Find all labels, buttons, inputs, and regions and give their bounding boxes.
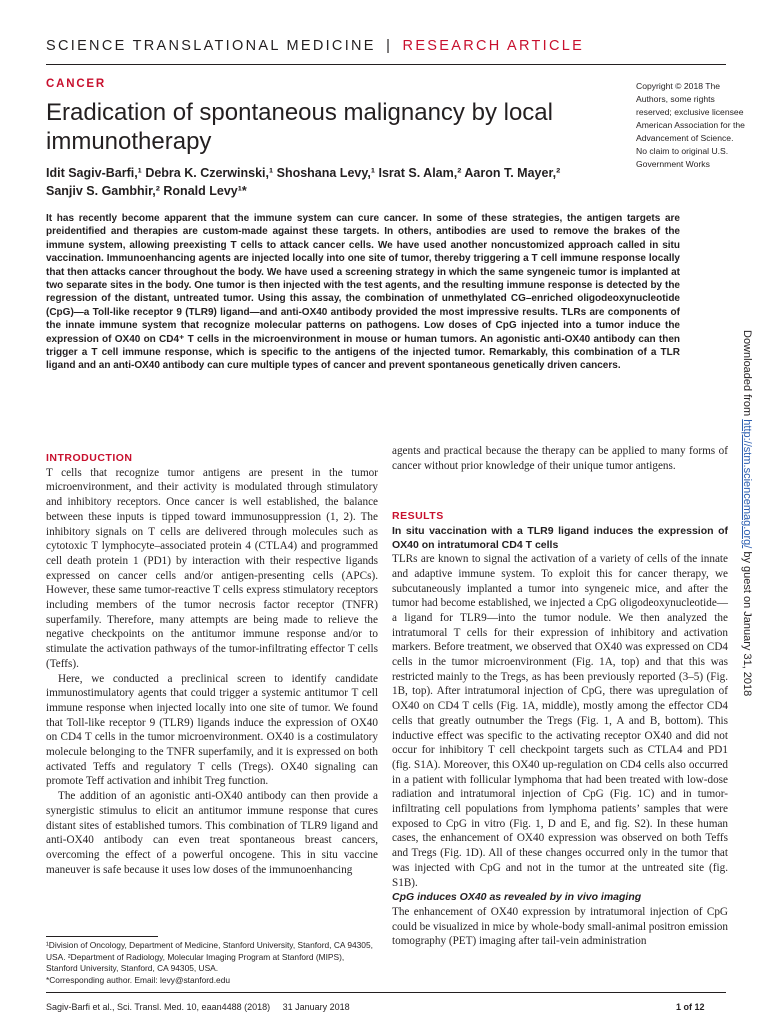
affiliations (46, 940, 376, 986)
paragraph: T cells that recognize tumor antigens are present in the tumor microenvironment, and their activity is modulated through stimulatory and inhibitory receptors. Once cancer is well established, the balance between these inputs is tipped toward immunosuppression (1, 2). The inhibitory signals on T cells are delivered through molecules such as cytotoxic T lymphocyte–associated protein 4 (CTLA4) and programmed cell death protein 1 (PD1) by interaction with their respective ligands expressed on cancer cells and/or antigen-presenting cells (APCs). However, these same tumor-reactive T cells express stimulatory receptors including members of the tumor necrosis factor receptor (TNFR) superfamily. Therefore, many attempts are being made to relieve the negative checkpoints on the antitumor immune response and/or to stimulate the activation pathways of the tumor-infiltrating effector T cells (Teffs). (46, 466, 378, 670)
copyright-notice: Copyright © 2018 The Authors, some rights reserved; exclusive licensee American Association for the Advancement of Science. No claim to original U.S. Government Works (636, 81, 745, 169)
journal-header (46, 38, 726, 54)
introduction-heading: INTRODUCTION (46, 452, 133, 464)
journal-name: SCIENCE TRANSLATIONAL MEDICINE (46, 38, 376, 54)
paragraph: Here, we conducted a preclinical screen to identify candidate immunostimulatory agents that could trigger a systemic antitumor T cell immune response when injected locally into one site of tumor. We found that Toll-like receptor 9 (TLR9) ligands induce the expression of OX40 on CD4 T cells in the tumor microenvironment. OX40 is a costimulatory molecule belonging to the TNFR superfamily, and it is expressed on both activated Teffs and regulatory T cells (Tregs). OX40 signaling can promote Teff activation and inhibit Treg function. (46, 672, 378, 788)
results-subheading: In situ vaccination with a TLR9 ligand induces the expression of OX40 on intratumoral CD4 T cells (392, 525, 728, 552)
paragraph: The enhancement of OX40 expression by intratumoral injection of CpG could be visualized in mice by whole-body small-animal positron emission tomography (PET) imaging after tail-vein administration (392, 905, 728, 948)
abstract: It has recently become apparent that the immune system can cure cancer. In some of these strategies, the antigen targets are preidentified and therapies are custom-made against these targets. In others, antibodies are used to remove the brakes of the immune system, allowing preexisting T cells to attack cancer cells. We have used another noncustomized approach called in situ vaccination. Immunoenhancing agents are injected locally into one site of tumor, thereby triggering a T cell immune response locally that then attacks cancer throughout the body. We have used a screening strategy in which the same syngeneic tumor is implanted at two separate sites in the body. One tumor is then injected with the test agents, and the resulting immune response is detected by the regression of the distant, untreated tumor. Using this assay, the combination of unmethylated CG–enriched oligodeoxynucleotide (CpG)—a Toll-like receptor 9 (TLR9) ligand—and anti-OX40 antibody provided the most impressive results. TLRs are components of the innate immune system that recognize molecular patterns on pathogens. Low doses of CpG injected into a tumor induce the expression of OX40 on CD4⁺ T cells in the microenvironment in mouse or human tumors. An agonistic anti-OX40 antibody can then trigger a T cell immune response, which is specific to the antigens of the injected tumor. Remarkably, this combination of a TLR ligand and an anti-OX40 antibody can cure multiple types of cancer and prevent spontaneous genetically driven cancers. (46, 213, 680, 372)
article-title: Eradication of spontaneous malignancy by local immunotherapy (46, 99, 553, 155)
download-note (740, 330, 756, 697)
left-column (46, 451, 378, 877)
footer-citation: Sagiv-Barfi et al., Sci. Transl. Med. 10, eaan4488 (2018) 31 January 2018 (46, 1002, 350, 1012)
author-line: Sanjiv S. Gambhir,² Ronald Levy¹* (46, 184, 247, 198)
section-tag: CANCER (46, 78, 106, 90)
corresponding-author: *Corresponding author. Email: levy@stanford.edu (46, 974, 231, 985)
paragraph: agents and practical because the therapy can be applied to many forms of cancer without prior knowledge of their unique tumor antigens. (392, 445, 728, 472)
footnote-rule (46, 936, 158, 937)
header-rule (46, 64, 726, 65)
author-line: Idit Sagiv-Barfi,¹ Debra K. Czerwinski,¹ Shoshana Levy,¹ Israt S. Alam,² Aaron T. Mayer,² (46, 166, 561, 180)
header-separator: | (386, 38, 393, 54)
author-list (46, 164, 606, 200)
page-number: 1 of 12 (676, 1002, 705, 1012)
download-note-prefix: Downloaded from (741, 330, 753, 417)
download-note-suffix: by guest on January 31, 2018 (741, 551, 753, 697)
article-type: RESEARCH ARTICLE (402, 38, 585, 54)
footer-rule (46, 992, 726, 993)
paragraph: TLRs are known to signal the activation of a variety of cells of the innate and adaptive immune system. To exploit this for cancer therapy, we subcutaneously implanted a tumor into syngeneic mice, and after the tumor had become established, we injected a CpG oligodeoxynucleotide—a ligand for TLR9—into the tumor nodule. We then analyzed the intratumoral T cells for their expression of inhibitory and activation markers. Before treatment, we observed that OX40 was expressed on CD4 cells in the tumor microenvironment (Fig. 1A, top) and that this was restricted mainly to the Tregs, as has been previously reported (3–5) (Fig. 1B, top). After intratumoral injection of CpG, there was upregulation of OX40 on CD4 T cells (Fig. 1A, middle), mostly among the effector CD4 cells that greatly outnumber the Tregs (Fig. 1, A and B, bottom). This inductive effect was specific to the activating receptor OX40 and did not occur for inhibitory T cell checkpoint targets such as CTLA4 and PD1 (fig. S1A). Moreover, this OX40 up-regulation on CD4 cells also occurred in a patient with follicular lymphoma that had been treated with low-dose radiation and intratumoral injection of CpG (Fig. 1C) and in tumor-infiltrating cell populations from lymphoma patients’ samples that were exposed to CpG in vitro (Fig. 1, D and E, and fig. S2). In these human cases, the enhancement of OX40 expression was observed on both Teffs and Tregs (Fig. 1D). All of these changes occurred only in the tumor that was injected with CpG and not in the tumor at the untreated site (fig. S1B). (392, 553, 728, 889)
results-heading: RESULTS (392, 510, 444, 523)
paragraph: The addition of an agonistic anti-OX40 antibody can then provide a synergistic stimulus to elicit an antitumor immune response that cures distant sites of established tumors. This combination of TLR9 ligand and anti-OX40 antibody can even treat spontaneous breast cancers, overcoming the effect of a powerful oncogene. This in situ vaccine maneuver is safe because it uses low doses of the immunoenhancing (46, 790, 378, 876)
affiliation-text: ¹Division of Oncology, Department of Medicine, Stanford University, Stanford, CA 94305, USA. ²Department of Radiology, Molecular Imaging Program at Stanford (MIPS), Stanford University, Stanford, CA 94305, USA. (46, 940, 373, 973)
right-column (392, 444, 728, 949)
results-subheading: CpG induces OX40 as revealed by in vivo imaging (392, 891, 642, 904)
download-link[interactable]: http://stm.sciencemag.org/ (741, 419, 753, 549)
